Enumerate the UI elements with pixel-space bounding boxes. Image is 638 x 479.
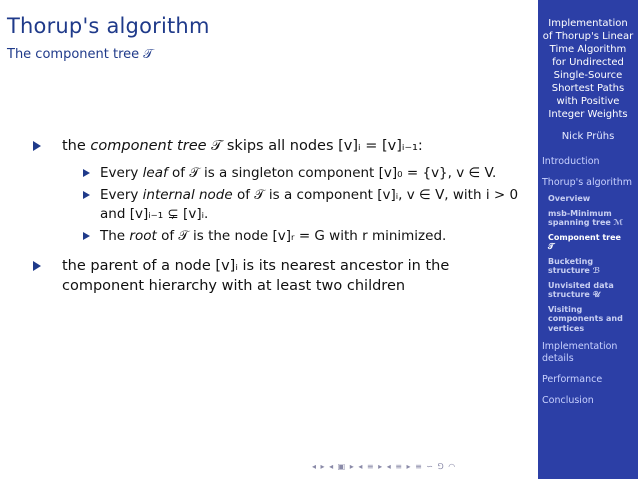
sidebar-title[interactable]: Implementation of Thorup's Linear Time Algorithm for Undirected Single-Source Shortest Paths with Positive Integer Weights	[542, 18, 634, 120]
sidebar-item-implementation[interactable]: Implementation details	[542, 341, 618, 364]
bullet-component-tree	[28, 136, 528, 156]
sidebar-subitem-msb-mst[interactable]: msb-Minimum spanning tree ℳ	[548, 208, 624, 227]
sub-bullet-post: of 𝒯 is a singleton component [v]₀ = {v}, v ∈ V.	[167, 165, 497, 181]
sidebar-subitem-overview[interactable]: Overview	[548, 194, 591, 203]
sub-bullet-emph: internal node	[142, 187, 233, 203]
beamer-navigation-symbols[interactable]: ◂ ▸ ◂ ▣ ▸ ◂ ≡ ▸ ◂ ≡ ▸ ≡ ∽ ⅁ ◠	[312, 462, 457, 471]
sidebar-item-performance[interactable]: Performance	[542, 374, 603, 385]
sub-bullet-leaf	[28, 164, 528, 183]
sub-bullet-pre: Every	[100, 165, 143, 181]
frame-subtitle: The component tree 𝒯	[7, 47, 154, 62]
bullet-triangle-icon	[33, 261, 41, 271]
sidebar-author: Nick Prühs	[561, 131, 615, 142]
sidebar-subitem-unvisited[interactable]: Unvisited data structure 𝒰	[548, 280, 614, 299]
sub-bullet-emph: root	[129, 228, 157, 244]
sidebar-item-conclusion[interactable]: Conclusion	[542, 395, 594, 406]
bullet2-text: the parent of a node [v]ᵢ is its nearest ancestor in the component hierarchy with at least two children	[62, 258, 450, 294]
bullet1-pre: the	[62, 138, 91, 154]
sub-bullet-triangle-icon	[83, 191, 90, 199]
sub-bullet-root	[28, 227, 528, 246]
sub-bullet-pre: Every	[100, 187, 143, 203]
sidebar-subitem-component-tree[interactable]: Component tree 𝒯	[548, 232, 621, 251]
sidebar-item-introduction[interactable]: Introduction	[542, 156, 600, 167]
sub-bullet-post: of 𝒯 is a component [v]ᵢ, v ∈ V, with i > 0 and [v]ᵢ₋₁ ⊊ [v]ᵢ.	[100, 187, 519, 222]
bullet1-post: 𝒯 skips all nodes [v]ᵢ = [v]ᵢ₋₁:	[206, 138, 423, 154]
sidebar-nav	[538, 156, 638, 407]
sidebar-subitem-bucketing[interactable]: Bucketing structure ℬ	[548, 256, 601, 275]
sidebar	[538, 0, 638, 479]
bullet-parent	[28, 256, 528, 296]
sub-bullet-internal-node	[28, 186, 528, 224]
sidebar-subitem-visiting[interactable]: Visiting components and vertices	[548, 304, 623, 333]
frame-title: Thorup's algorithm	[7, 14, 210, 38]
sub-bullet-triangle-icon	[83, 169, 90, 177]
sub-bullet-triangle-icon	[83, 232, 90, 240]
sub-bullet-list	[28, 164, 528, 246]
slide-content	[28, 136, 528, 302]
sidebar-subsection-list	[538, 194, 638, 333]
sidebar-item-thorup[interactable]: Thorup's algorithm	[542, 177, 633, 188]
bullet-triangle-icon	[33, 141, 41, 151]
bullet1-emph: component tree	[90, 138, 207, 154]
sub-bullet-pre: The	[100, 228, 130, 244]
sub-bullet-emph: leaf	[142, 165, 168, 181]
sub-bullet-post: of 𝒯 is the node [v]ᵣ = G with r minimized.	[156, 228, 447, 244]
